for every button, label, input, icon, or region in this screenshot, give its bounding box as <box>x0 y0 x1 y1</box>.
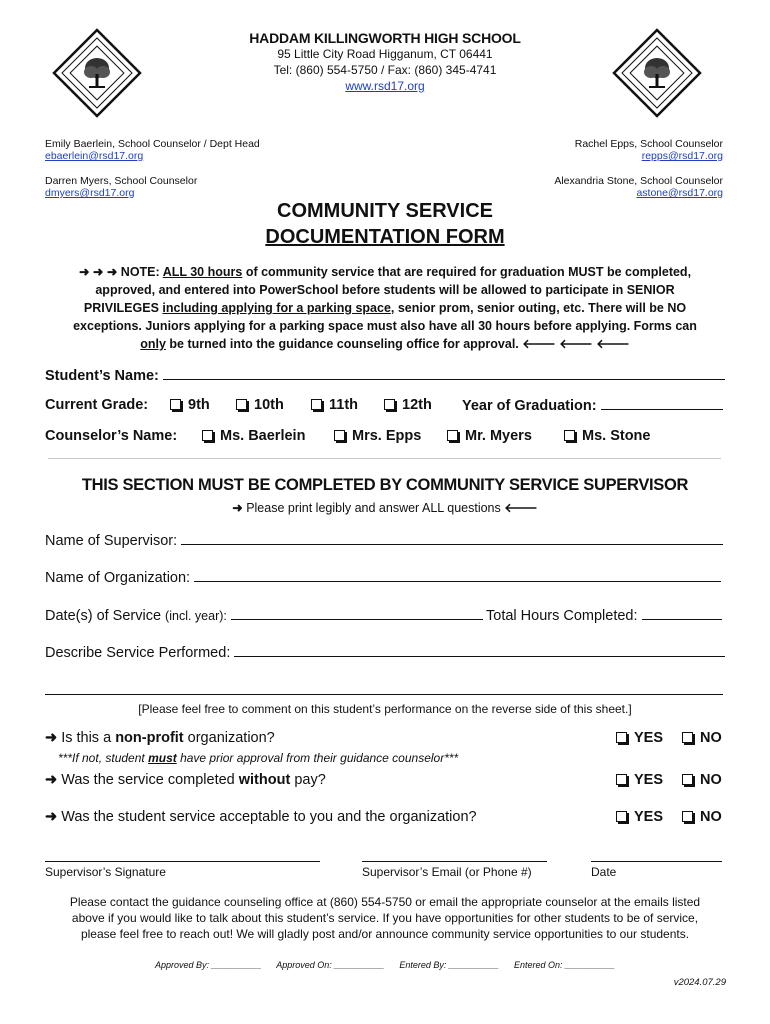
school-name: HADDAM KILLINGWORTH HIGH SCHOOL <box>249 30 521 46</box>
staff-myers <box>45 175 197 199</box>
supervisor-name-field[interactable] <box>181 532 723 545</box>
school-phone-fax: Tel: (860) 554-5750 / Fax: (860) 345-4741 <box>273 63 497 77</box>
counselor-option-epps[interactable] <box>334 428 421 444</box>
checkbox-icon[interactable] <box>616 732 627 743</box>
arrow-right-icon: ➜ <box>232 501 243 515</box>
supervisor-name-row <box>45 532 723 549</box>
nonprofit-yes-option[interactable] <box>616 730 663 746</box>
arrow-right-icon: ➜ <box>45 730 58 746</box>
nonprofit-note <box>58 751 458 765</box>
service-dates-row <box>45 607 483 624</box>
checkbox-icon[interactable] <box>682 811 693 822</box>
counselor-option-myers[interactable] <box>447 428 532 444</box>
service-description-label: Describe Service Performed: <box>45 645 231 661</box>
without-pay-no-option[interactable] <box>682 772 722 788</box>
staff-name: Alexandria Stone, School Counselor <box>554 175 723 187</box>
graduation-year-row <box>462 397 723 414</box>
checkbox-icon[interactable] <box>682 732 693 743</box>
acceptable-yes-option[interactable] <box>616 809 663 825</box>
entered-on: Entered On: __________ <box>513 960 616 970</box>
question-emphasis: without <box>238 772 291 788</box>
organization-name-row <box>45 569 721 586</box>
signature-label: Supervisor’s Signature <box>45 865 166 879</box>
question-without-pay <box>45 772 326 788</box>
question-emphasis: non-profit <box>115 730 184 746</box>
supervisor-email-field[interactable] <box>362 861 547 862</box>
form-version: v2024.07.29 <box>673 977 726 988</box>
service-description-row <box>45 644 725 661</box>
total-hours-field[interactable] <box>642 607 722 620</box>
grade-option-11th[interactable] <box>311 397 358 413</box>
staff-email-link[interactable]: dmyers@rsd17.org <box>45 187 135 199</box>
note-emphasis: must <box>148 751 177 765</box>
student-name-field[interactable] <box>163 367 725 380</box>
staff-stone <box>554 175 723 199</box>
staff-epps <box>575 138 723 162</box>
note-text: be turned into the guidance counseling office for approval. <box>165 337 523 351</box>
checkbox-icon[interactable] <box>564 430 575 441</box>
question-nonprofit <box>45 730 275 746</box>
graduation-year-field[interactable] <box>601 397 723 410</box>
grade-label: 11th <box>329 397 359 413</box>
staff-name: Rachel Epps, School Counselor <box>574 138 723 150</box>
counselor-option-stone[interactable] <box>564 428 650 444</box>
date-field[interactable] <box>591 861 722 862</box>
staff-name: Emily Baerlein, School Counselor / Dept Head <box>45 138 260 150</box>
checkbox-icon[interactable] <box>202 430 213 441</box>
note-text: ***If not, student <box>58 751 149 765</box>
instructions-text: Please print legibly and answer ALL questions <box>242 501 505 515</box>
service-description-field[interactable] <box>234 644 725 657</box>
section-divider <box>48 458 721 459</box>
counselor-label: Ms. Stone <box>582 428 651 444</box>
no-label: NO <box>700 772 722 788</box>
counselor-label: Mr. Myers <box>465 428 532 444</box>
staff-baerlein <box>45 138 260 162</box>
no-label: NO <box>700 809 722 825</box>
form-title-line2: DOCUMENTATION FORM <box>265 226 505 248</box>
grade-label: 9th <box>188 397 210 413</box>
arrow-left-icon: 🡐 🡐 🡐 <box>522 337 630 351</box>
entered-by: Entered By: __________ <box>399 960 499 970</box>
total-hours-row <box>486 607 722 624</box>
comment-note: [Please feel free to comment on this student’s performance on the reverse side of this sheet.] <box>138 702 632 716</box>
checkbox-icon[interactable] <box>236 399 247 410</box>
note-text: , senior prom, senior outing, etc. There will be NO exceptions. Juniors applying for a parking space must also have all 30 hours before applying. Forms can <box>73 301 697 333</box>
student-name-label: Student’s Name: <box>45 368 159 384</box>
grade-label: 12th <box>402 397 432 413</box>
service-dates-sublabel: (incl. year): <box>165 609 227 623</box>
note-text: have prior approval from their guidance counselor*** <box>176 751 459 765</box>
signature-field[interactable] <box>45 861 320 862</box>
grade-option-9th[interactable] <box>170 397 210 413</box>
organization-name-label: Name of Organization: <box>45 570 191 586</box>
question-text: Was the student service acceptable to you and the organization? <box>61 809 477 825</box>
grade-label: 10th <box>254 397 284 413</box>
supervisor-email-label: Supervisor’s Email (or Phone #) <box>362 865 532 879</box>
arrow-left-icon: 🡐 <box>504 501 538 515</box>
question-text: pay? <box>290 772 326 788</box>
yes-label: YES <box>634 809 664 825</box>
logo-right-text: HADDAM KILLINGWORTH HIGH SCHOOL <box>657 114 677 115</box>
school-website-row <box>0 79 770 93</box>
yes-label: YES <box>634 772 664 788</box>
school-address: 95 Little City Road Higganum, CT 06441 <box>277 47 493 61</box>
office-use-line <box>0 960 770 970</box>
counselor-label: Ms. Baerlein <box>220 428 306 444</box>
school-website-link[interactable]: www.rsd17.org <box>345 79 425 93</box>
staff-email-link[interactable]: repps@rsd17.org <box>641 150 723 162</box>
checkbox-icon[interactable] <box>334 430 345 441</box>
note-emphasis: only <box>140 337 166 351</box>
approved-on: Approved On: __________ <box>276 960 385 970</box>
current-grade-label: Current Grade: <box>45 397 149 413</box>
question-acceptable <box>45 809 477 825</box>
question-text: Is this a <box>61 730 116 746</box>
acceptable-no-option[interactable] <box>682 809 722 825</box>
question-text: Was the service completed <box>61 772 239 788</box>
supervisor-name-label: Name of Supervisor: <box>45 533 178 549</box>
graduation-year-label: Year of Graduation: <box>462 398 597 414</box>
counselor-label: Mrs. Epps <box>352 428 422 444</box>
form-title-line1: COMMUNITY SERVICE <box>277 200 493 222</box>
no-label: NO <box>700 730 722 746</box>
grade-option-10th[interactable] <box>236 397 284 413</box>
approved-by: Approved By: __________ <box>154 960 262 970</box>
note-emphasis: ALL 30 hours <box>162 265 243 279</box>
total-hours-label: Total Hours Completed: <box>486 608 638 624</box>
staff-email-link[interactable]: ebaerlein@rsd17.org <box>45 150 144 162</box>
checkbox-icon[interactable] <box>616 774 627 785</box>
nonprofit-no-option[interactable] <box>682 730 722 746</box>
staff-name: Darren Myers, School Counselor <box>45 175 198 187</box>
question-text: organization? <box>183 730 275 746</box>
checkbox-icon[interactable] <box>311 399 322 410</box>
arrow-right-icon: ➜ ➜ ➜ <box>78 265 118 279</box>
counselor-option-baerlein[interactable] <box>202 428 305 444</box>
checkbox-icon[interactable] <box>447 430 458 441</box>
without-pay-yes-option[interactable] <box>616 772 663 788</box>
student-name-row <box>45 367 725 384</box>
supervisor-section-title: THIS SECTION MUST BE COMPLETED BY COMMUNITY SERVICE SUPERVISOR <box>81 476 689 494</box>
counselor-name-label: Counselor’s Name: <box>45 428 178 444</box>
service-dates-label: Date(s) of Service <box>45 608 162 624</box>
contact-paragraph: Please contact the guidance counseling office at (860) 554-5750 or email the appropriate counselor at the emails listed above if you would like to talk about this student’s service. If you have opportunities for other students to be of service, please feel free to reach out! We will gladly post and/or announce community service opportunities to our students. <box>69 895 701 941</box>
organization-name-field[interactable] <box>194 569 721 582</box>
checkbox-icon[interactable] <box>682 774 693 785</box>
logo-left-text: HADDAM KILLINGWORTH HIGH SCHOOL <box>97 114 117 115</box>
checkbox-icon[interactable] <box>384 399 395 410</box>
note-emphasis: including applying for a parking space <box>162 301 391 315</box>
staff-email-link[interactable]: astone@rsd17.org <box>636 187 723 199</box>
service-description-field-line2[interactable] <box>45 694 723 695</box>
grade-option-12th[interactable] <box>384 397 432 413</box>
graduation-note <box>60 263 710 353</box>
date-label: Date <box>591 865 617 879</box>
note-text: of community service that are required for graduation MUST be completed, approved, and entered into PowerSchool before students will be allowed to participate in SENIOR PRIVILEGES <box>83 265 692 315</box>
checkbox-icon[interactable] <box>170 399 181 410</box>
supervisor-section-instructions <box>0 500 770 516</box>
checkbox-icon[interactable] <box>616 811 627 822</box>
arrow-right-icon: ➜ <box>45 772 58 788</box>
note-text: NOTE: <box>117 265 163 279</box>
yes-label: YES <box>634 730 664 746</box>
arrow-right-icon: ➜ <box>45 809 58 825</box>
service-dates-field[interactable] <box>231 607 483 620</box>
